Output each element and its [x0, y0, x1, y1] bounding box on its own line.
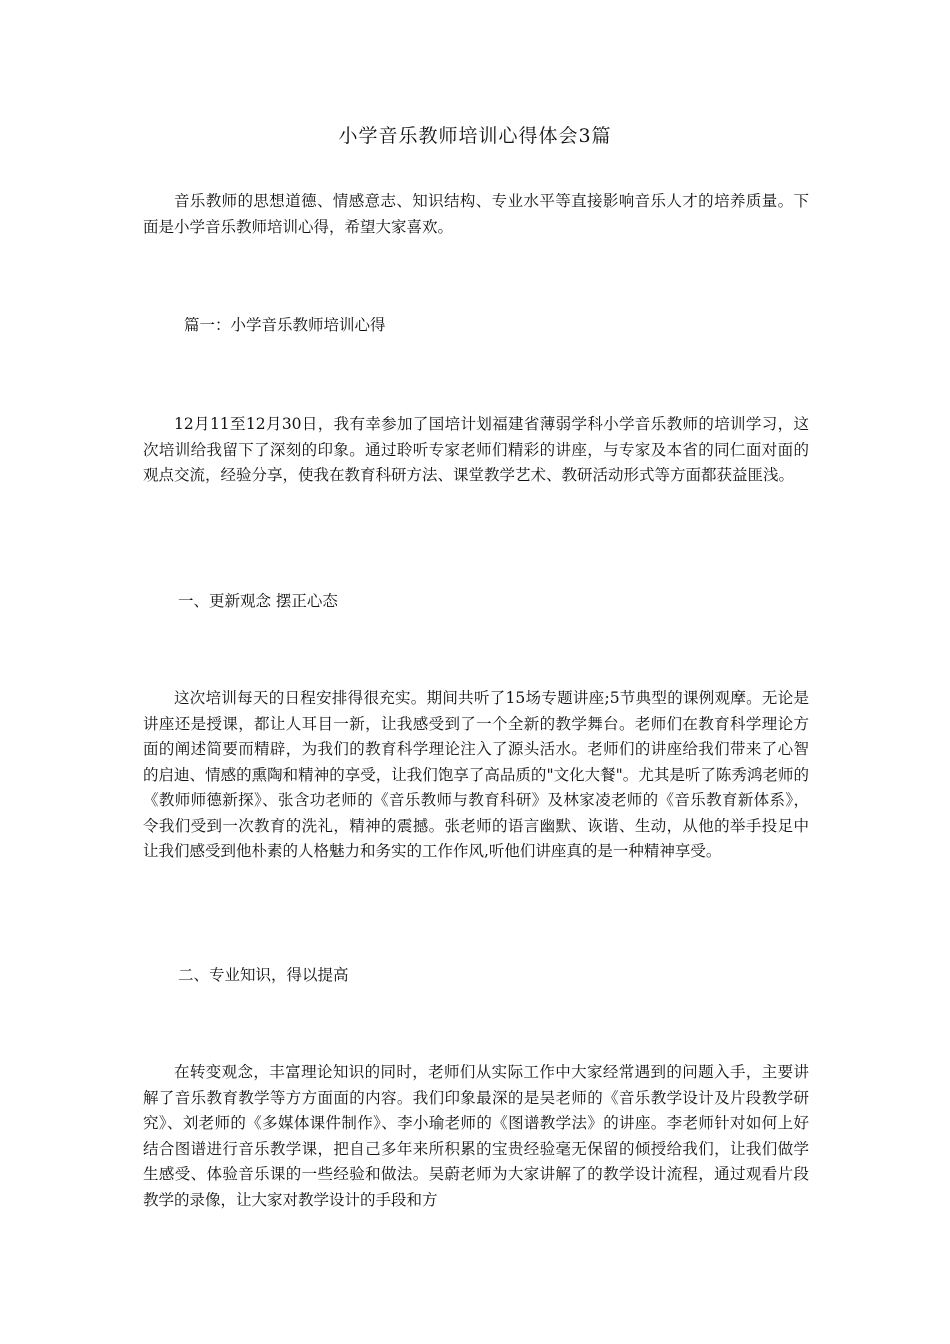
- subheading: 一、更新观念 摆正心态: [178, 592, 338, 610]
- body-paragraph: 这次培训每天的日程安排得很充实。期间共听了15场专题讲座;5节典型的课例观摩。无论是讲座还是授课，都让人耳目一新，让我感受到了一个全新的教学舞台。老师们在教育科学理论方面的阐述简要而精辟，为我们的教育科学理论注入了源头活水。老师们的讲座给我们带来了心智的启迪、情感的熏陶和精神的享受，让我们饱享了高品质的"文化大餐"。尤其是听了陈秀鸿老师的《教师师德新探》、张含功老师的《音乐教师与教育科研》及林家凌老师的《音乐教育新体系》，令我们受到一次教育的洗礼，精神的震撼。张老师的语言幽默、诙谐、生动，从他的举手投足中让我们感受到他朴素的人格魅力和务实的工作作风,听他们讲座真的是一种精神享受。: [143, 689, 809, 860]
- subheading: 二、专业知识，得以提高: [178, 966, 349, 984]
- section-heading: 篇一：小学音乐教师培训心得: [184, 316, 386, 334]
- body-paragraph: 12月11至12月30日，我有幸参加了国培计划福建省薄弱学科小学音乐教师的培训学习，这次培训给我留下了深刻的印象。通过聆听专家老师们精彩的讲座，与专家及本省的同仁面对面的观点交流，经验分享，使我在教育科研方法、课堂教学艺术、教研活动形式等方面都获益匪浅。: [143, 415, 809, 484]
- intro-paragraph: 音乐教师的思想道德、情感意志、知识结构、专业水平等直接影响音乐人才的培养质量。下面是小学音乐教师培训心得，希望大家喜欢。: [143, 192, 809, 236]
- document-title: 小学音乐教师培训心得体会3篇: [338, 125, 612, 147]
- body-paragraph: 在转变观念，丰富理论知识的同时，老师们从实际工作中大家经常遇到的问题入手，主要讲解了音乐教育教学等方方面面的内容。我们印象最深的是吴老师的《音乐教学设计及片段教学研究》、刘老师的《多媒体课件制作》、李小瑜老师的《图谱教学法》的讲座。李老师针对如何上好结合图谱进行音乐教学课，把自己多年来所积累的宝贵经验毫无保留的倾授给我们，让我们做学生感受、体验音乐课的一些经验和做法。吴蔚老师为大家讲解了的教学设计流程，通过观看片段教学的录像，让大家对教学设计的手段和方: [143, 1063, 809, 1209]
